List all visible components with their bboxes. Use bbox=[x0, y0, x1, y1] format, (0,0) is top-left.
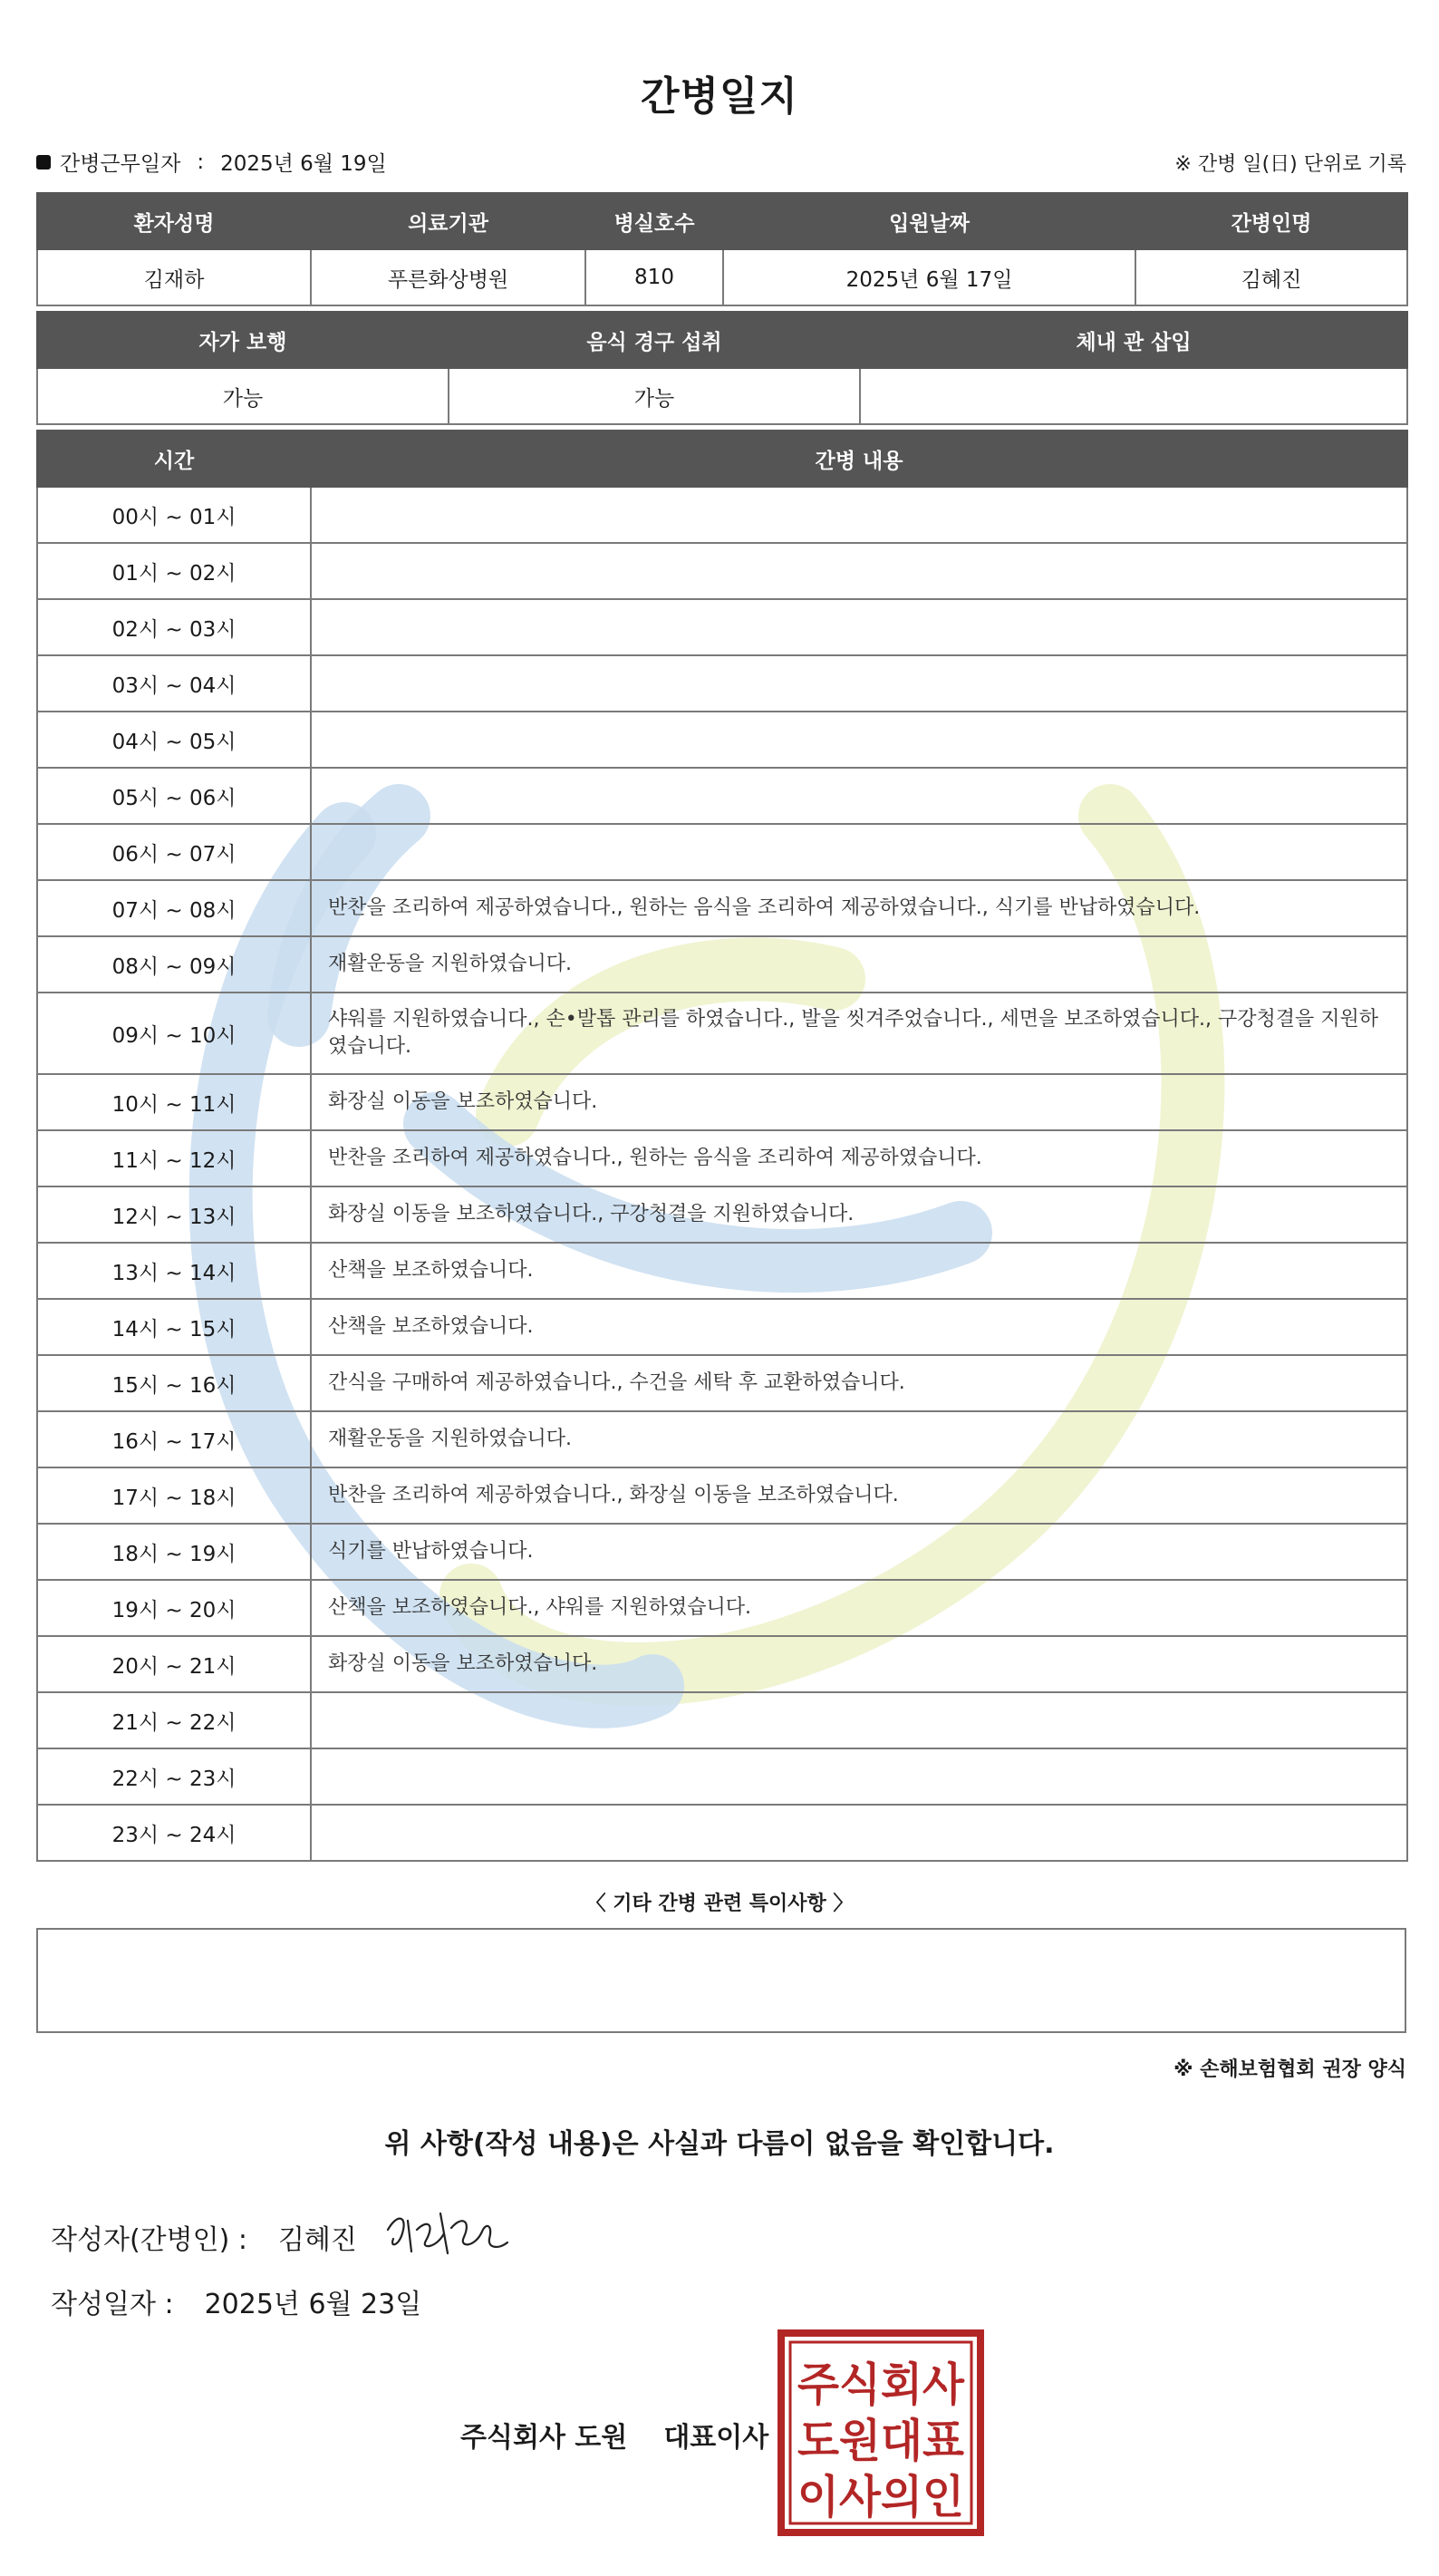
time-slot: 06시 ~ 07시 bbox=[37, 824, 311, 880]
patient-name: 김재하 bbox=[37, 249, 311, 305]
header-care-content: 간병 내용 bbox=[311, 431, 1407, 487]
seal-text-line-2: 도원대표 bbox=[797, 2415, 965, 2467]
time-slot: 12시 ~ 13시 bbox=[37, 1186, 311, 1243]
time-slot: 18시 ~ 19시 bbox=[37, 1524, 311, 1580]
care-content: 반찬을 조리하여 제공하였습니다., 원하는 음식을 조리하여 제공하였습니다. bbox=[311, 1130, 1407, 1186]
time-slot: 17시 ~ 18시 bbox=[37, 1467, 311, 1524]
header-room: 병실호수 bbox=[585, 193, 723, 249]
time-slot: 05시 ~ 06시 bbox=[37, 768, 311, 824]
time-slot: 07시 ~ 08시 bbox=[37, 880, 311, 936]
work-date-colon: : bbox=[197, 150, 205, 174]
written-date-line bbox=[51, 2281, 421, 2321]
time-slot: 10시 ~ 11시 bbox=[37, 1074, 311, 1130]
seal-text-line-1: 주식회사 bbox=[797, 2358, 965, 2411]
header-self-walking: 자가 보행 bbox=[37, 312, 449, 368]
time-slot: 03시 ~ 04시 bbox=[37, 655, 311, 712]
writer-line bbox=[51, 2217, 357, 2257]
header-tube-insertion: 체내 관 삽입 bbox=[860, 312, 1407, 368]
writer-label: 작성자(간병인) : bbox=[51, 2224, 247, 2256]
care-content: 재활운동을 지원하였습니다. bbox=[311, 936, 1407, 993]
header-caregiver-name: 간병인명 bbox=[1135, 193, 1407, 249]
table-row bbox=[37, 655, 1407, 712]
written-date-value: 2025년 6월 23일 bbox=[204, 2289, 422, 2320]
tube-insertion-value bbox=[860, 368, 1407, 424]
work-date-line bbox=[36, 147, 387, 177]
work-date-label: 간병근무일자 bbox=[60, 152, 181, 176]
care-content bbox=[311, 712, 1407, 768]
table-row bbox=[37, 1524, 1407, 1580]
care-content bbox=[311, 1805, 1407, 1861]
header-time: 시간 bbox=[37, 431, 311, 487]
square-bullet-icon bbox=[36, 155, 51, 169]
table-row bbox=[37, 880, 1407, 936]
table-row bbox=[37, 1805, 1407, 1861]
form-note: ※ 손해보험협회 권장 양식 bbox=[1173, 2058, 1406, 2081]
care-content: 간식을 구매하여 제공하였습니다., 수건을 세탁 후 교환하였습니다. bbox=[311, 1355, 1407, 1411]
time-slot: 08시 ~ 09시 bbox=[37, 936, 311, 993]
table-row bbox=[37, 768, 1407, 824]
record-note: ※ 간병 일(日) 단위로 기록 bbox=[1174, 153, 1406, 176]
company-ceo-title: 대표이사 bbox=[663, 2422, 769, 2454]
care-content bbox=[311, 1748, 1407, 1805]
care-content: 화장실 이동을 보조하였습니다., 구강청결을 지원하였습니다. bbox=[311, 1186, 1407, 1243]
admission-date: 2025년 6월 17일 bbox=[723, 249, 1135, 305]
oral-intake-value: 가능 bbox=[449, 368, 860, 424]
header-hospital: 의료기관 bbox=[311, 193, 585, 249]
care-log-table bbox=[36, 430, 1408, 1862]
time-slot: 00시 ~ 01시 bbox=[37, 487, 311, 543]
table-row bbox=[37, 712, 1407, 768]
care-content bbox=[311, 543, 1407, 599]
writer-name: 김혜진 bbox=[277, 2224, 357, 2256]
care-content bbox=[311, 599, 1407, 655]
company-name: 주식회사 도원 bbox=[460, 2422, 628, 2454]
care-log-body bbox=[37, 487, 1407, 1861]
care-content: 화장실 이동을 보조하였습니다. bbox=[311, 1074, 1407, 1130]
table-row bbox=[37, 1636, 1407, 1692]
table-row bbox=[37, 1411, 1407, 1467]
handwritten-signature bbox=[381, 2193, 517, 2266]
time-slot: 19시 ~ 20시 bbox=[37, 1580, 311, 1636]
time-slot: 09시 ~ 10시 bbox=[37, 993, 311, 1074]
caregiver-name: 김혜진 bbox=[1135, 249, 1407, 305]
table-row bbox=[37, 1355, 1407, 1411]
patient-info-table bbox=[36, 192, 1408, 306]
care-content bbox=[311, 487, 1407, 543]
table-row bbox=[37, 1186, 1407, 1243]
hospital-name: 푸른화상병원 bbox=[311, 249, 585, 305]
care-content: 재활운동을 지원하였습니다. bbox=[311, 1411, 1407, 1467]
table-row bbox=[37, 487, 1407, 543]
care-content bbox=[311, 768, 1407, 824]
time-slot: 23시 ~ 24시 bbox=[37, 1805, 311, 1861]
table-row bbox=[37, 1692, 1407, 1748]
room-number: 810 bbox=[585, 249, 723, 305]
table-row bbox=[37, 1467, 1407, 1524]
time-slot: 02시 ~ 03시 bbox=[37, 599, 311, 655]
care-content: 산책을 보조하였습니다. bbox=[311, 1299, 1407, 1355]
table-row bbox=[37, 599, 1407, 655]
table-row bbox=[37, 1299, 1407, 1355]
care-content bbox=[311, 655, 1407, 712]
header-patient-name: 환자성명 bbox=[37, 193, 311, 249]
table-row bbox=[37, 993, 1407, 1074]
time-slot: 14시 ~ 15시 bbox=[37, 1299, 311, 1355]
remarks-heading: 〈 기타 간병 관련 특이사항 〉 bbox=[585, 1893, 854, 1915]
table-row bbox=[37, 1580, 1407, 1636]
table-row bbox=[37, 1748, 1407, 1805]
care-content: 산책을 보조하였습니다. bbox=[311, 1243, 1407, 1299]
document-title: 간병일지 bbox=[640, 73, 798, 120]
care-content: 화장실 이동을 보조하였습니다. bbox=[311, 1636, 1407, 1692]
remarks-box bbox=[36, 1928, 1406, 2033]
care-content: 산책을 보조하였습니다., 샤워를 지원하였습니다. bbox=[311, 1580, 1407, 1636]
care-content: 식기를 반납하였습니다. bbox=[311, 1524, 1407, 1580]
time-slot: 13시 ~ 14시 bbox=[37, 1243, 311, 1299]
written-date-label: 작성일자 : bbox=[51, 2289, 174, 2320]
care-content bbox=[311, 824, 1407, 880]
self-walking-value: 가능 bbox=[37, 368, 449, 424]
time-slot: 21시 ~ 22시 bbox=[37, 1692, 311, 1748]
time-slot: 01시 ~ 02시 bbox=[37, 543, 311, 599]
patient-status-table bbox=[36, 311, 1408, 425]
time-slot: 04시 ~ 05시 bbox=[37, 712, 311, 768]
time-slot: 20시 ~ 21시 bbox=[37, 1636, 311, 1692]
time-slot: 15시 ~ 16시 bbox=[37, 1355, 311, 1411]
work-date-value: 2025년 6월 19일 bbox=[220, 152, 387, 176]
table-row bbox=[37, 824, 1407, 880]
care-content: 샤워를 지원하였습니다., 손•발톱 관리를 하였습니다., 발을 씻겨주었습니다., 세면을 보조하였습니다., 구강청결을 지원하였습니다. bbox=[311, 993, 1407, 1074]
confirmation-text: 위 사항(작성 내용)은 사실과 다름이 없음을 확인합니다. bbox=[384, 2128, 1055, 2160]
table-row bbox=[37, 1130, 1407, 1186]
care-content bbox=[311, 1692, 1407, 1748]
time-slot: 11시 ~ 12시 bbox=[37, 1130, 311, 1186]
company-seal bbox=[777, 2329, 984, 2536]
company-line bbox=[460, 2415, 768, 2455]
time-slot: 22시 ~ 23시 bbox=[37, 1748, 311, 1805]
table-row bbox=[37, 1243, 1407, 1299]
header-oral-intake: 음식 경구 섭취 bbox=[449, 312, 860, 368]
time-slot: 16시 ~ 17시 bbox=[37, 1411, 311, 1467]
care-content: 반찬을 조리하여 제공하였습니다., 화장실 이동을 보조하였습니다. bbox=[311, 1467, 1407, 1524]
seal-text-line-3: 이사의인 bbox=[797, 2471, 964, 2523]
header-admission-date: 입원날짜 bbox=[723, 193, 1135, 249]
care-content: 반찬을 조리하여 제공하였습니다., 원하는 음식을 조리하여 제공하였습니다., 식기를 반납하였습니다. bbox=[311, 880, 1407, 936]
table-row bbox=[37, 1074, 1407, 1130]
table-row bbox=[37, 936, 1407, 993]
table-row bbox=[37, 543, 1407, 599]
